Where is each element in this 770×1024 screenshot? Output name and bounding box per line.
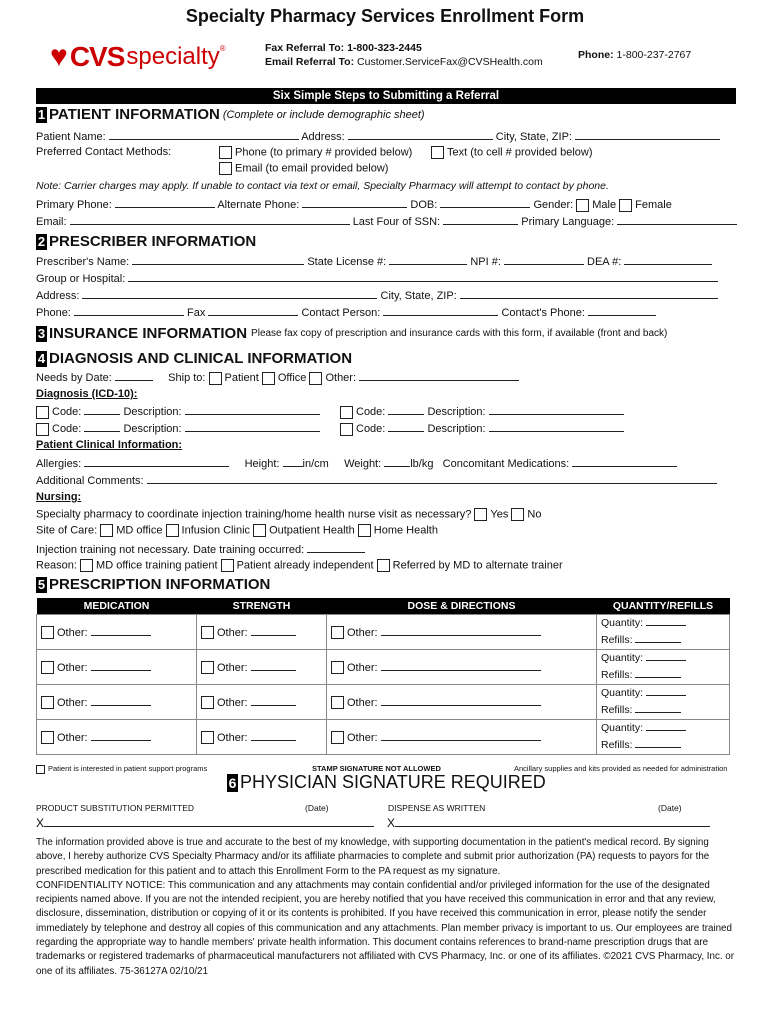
clinical-heading: Patient Clinical Information: <box>36 439 183 451</box>
fax-referral: Fax Referral To: 1-800-323-2445 <box>265 42 422 54</box>
npi-field[interactable] <box>504 254 584 265</box>
site-of-care-row: Site of Care: MD office Infusion Clinic Outpatient Health Home Health <box>36 524 438 537</box>
nurse-yes-checkbox[interactable] <box>474 508 487 521</box>
checkbox-icon[interactable] <box>36 765 45 774</box>
steps-banner: Six Simple Steps to Submitting a Referral <box>36 88 736 104</box>
signature-permitted-field[interactable] <box>44 816 374 827</box>
dob-field[interactable] <box>440 197 530 208</box>
preferred-contact-label: Preferred Contact Methods: <box>36 146 172 158</box>
nursing-heading: Nursing: <box>36 491 82 503</box>
diagnosis-row-2: Code: Description: <box>340 404 624 419</box>
date-label-1: (Date) <box>305 803 329 813</box>
nurse-no-checkbox[interactable] <box>511 508 524 521</box>
alternate-phone-field[interactable] <box>302 197 407 208</box>
phone-info: Phone: 1-800-237-2767 <box>578 49 692 61</box>
contact-phone-field[interactable] <box>588 305 656 316</box>
prescriber-address-field[interactable] <box>82 288 377 299</box>
language-field[interactable] <box>617 214 737 225</box>
section-6-heading: 6 PHYSICIAN SIGNATURE REQUIRED <box>228 772 546 792</box>
group-row: Group or Hospital: <box>36 271 718 285</box>
date-label-2: (Date) <box>658 803 682 813</box>
nurse-question-row: Specialty pharmacy to coordinate injection training/home health nurse visit as necessary? Yes No <box>36 508 542 521</box>
table-row: Other: Other: Other: Quantity: Refills: <box>37 720 730 755</box>
footer-text <box>36 836 736 979</box>
weight-field[interactable] <box>384 456 410 467</box>
carrier-note: Note: Carrier charges may apply. If unable to contact via text or email, Specialty Pharmacy will attempt to contact by phone. <box>36 180 609 192</box>
table-row: Other: Other: Other: Quantity: Refills: <box>37 615 730 650</box>
meds-field[interactable] <box>572 456 677 467</box>
dispense-as-written-label: DISPENSE AS WRITTEN <box>388 803 486 813</box>
support-programs-option[interactable]: Patient is interested in patient support programs <box>36 764 207 774</box>
substitution-permitted-label: PRODUCT SUBSTITUTION PERMITTED <box>36 803 195 813</box>
allergies-field[interactable] <box>84 456 229 467</box>
male-checkbox[interactable] <box>576 199 589 212</box>
checkbox-icon[interactable] <box>219 146 232 159</box>
ancillary-note: Ancillary supplies and kits provided as needed for administration <box>514 764 728 773</box>
group-field[interactable] <box>128 271 718 282</box>
license-field[interactable] <box>389 254 467 265</box>
heart-icon: ♥ <box>50 40 68 73</box>
prescriber-address-row: Address: City, State, ZIP: <box>36 288 718 302</box>
section-4-heading: 4 DIAGNOSIS AND CLINICAL INFORMATION <box>37 350 353 367</box>
needs-by-row: Needs by Date: Ship to: Patient Office Other: <box>36 370 519 385</box>
checkbox-icon[interactable] <box>219 162 232 175</box>
diagnosis-row-3: Code: Description: <box>36 421 320 436</box>
cvs-specialty-logo: ♥ CVS specialty ® <box>50 40 226 73</box>
patient-name-row: Patient Name: Address: City, State, ZIP: <box>36 129 720 143</box>
prescription-table: MEDICATION STRENGTH DOSE & DIRECTIONS QUANTITY/REFILLS Other: Other: Other: Quantity: Refills: Other: Other: Other: Quantity: Refills: Other: Other: Other: Quantity: Refills: Other: Other: Other: Quantity: Refills: <box>36 598 730 755</box>
allergies-row: Allergies: Height: in/cm Weight: lb/kg Concomitant Medications: <box>36 456 677 470</box>
table-row: Other: Other: Other: Quantity: Refills: <box>37 685 730 720</box>
contact-email-option[interactable]: Email (to email provided below) <box>219 162 388 175</box>
diagnosis-row-1: Code: Description: <box>36 404 320 419</box>
prescriber-row: Prescriber's Name: State License #: NPI #: DEA #: <box>36 254 712 268</box>
ship-other-field[interactable] <box>359 370 519 381</box>
section-5-heading: 5 PRESCRIPTION INFORMATION <box>37 576 271 593</box>
section-3-heading: 3 INSURANCE INFORMATION Please fax copy of prescription and insurance cards with this form, if available (front and back) <box>37 325 668 342</box>
prescriber-name-field[interactable] <box>132 254 304 265</box>
patient-email-field[interactable] <box>70 214 350 225</box>
comments-row: Additional Comments: <box>36 473 717 487</box>
contact-text-option[interactable]: Text (to cell # provided below) <box>431 146 593 159</box>
contact-phone-option[interactable]: Phone (to primary # provided below) <box>219 146 412 159</box>
female-checkbox[interactable] <box>619 199 632 212</box>
prescriber-phone-row: Phone: Fax Contact Person: Contact's Phone: <box>36 305 656 319</box>
ssn-field[interactable] <box>443 214 518 225</box>
prescriber-fax-field[interactable] <box>208 305 298 316</box>
stamp-note: STAMP SIGNATURE NOT ALLOWED <box>312 764 441 773</box>
comments-field[interactable] <box>147 473 717 484</box>
table-row: Other: Other: Other: Quantity: Refills: <box>37 650 730 685</box>
confidentiality-notice: CONFIDENTIALITY NOTICE: This communication and any attachments may contain confidential and/or privileged information for the use of the designated recipients named above. If you are not the intended recipient, you are hereby notified that you have received this communication in error and that any review, disclosure, dissemination, distribution or copying of it or its contents is prohibited. If you have received this communication in error, please notify the sender immediately by telephone and destroy all copies of this communication and any attachments. Plan member privacy is important to us. Our employees are trained regarding the appropriate way to handle members' private health information. This document contains references to brand-name prescription drugs that are trademarks or registered trademarks of pharmaceutical manufacturers not affiliated with CVS Pharmacy, Inc. or one of its affiliates. ©2021 CVS Pharmacy, Inc. or one of its affiliates. 75-36127A 02/10/21 <box>36 879 735 977</box>
email-ssn-row: Email: Last Four of SSN: Primary Language: <box>36 214 737 228</box>
signature-daw-field[interactable] <box>395 816 710 827</box>
needs-by-field[interactable] <box>115 370 153 381</box>
training-date-field[interactable] <box>307 542 365 553</box>
training-row: Injection training not necessary. Date training occurred: <box>36 542 365 556</box>
patient-name-field[interactable] <box>109 129 299 140</box>
diagnosis-heading: Diagnosis (ICD-10): <box>36 388 138 400</box>
height-field[interactable] <box>283 456 303 467</box>
ship-office-checkbox[interactable] <box>262 372 275 385</box>
primary-phone-field[interactable] <box>115 197 215 208</box>
ship-other-checkbox[interactable] <box>309 372 322 385</box>
prescriber-city-field[interactable] <box>460 288 718 299</box>
email-referral: Email Referral To: Customer.ServiceFax@CVSHealth.com <box>265 56 543 68</box>
signature-daw: X <box>387 816 710 830</box>
prescriber-phone-field[interactable] <box>74 305 184 316</box>
signature-permitted: X <box>36 816 374 830</box>
form-title: Specialty Pharmacy Services Enrollment Form <box>185 6 585 26</box>
diagnosis-row-4: Code: Description: <box>340 421 624 436</box>
section-1-heading: 1 PATIENT INFORMATION (Complete or include demographic sheet) <box>37 106 425 123</box>
patient-address-field[interactable] <box>348 129 493 140</box>
checkbox-icon[interactable] <box>431 146 444 159</box>
dea-field[interactable] <box>624 254 712 265</box>
phone-dob-row: Primary Phone: Alternate Phone: DOB: Gender: Male Female <box>36 199 672 211</box>
authorization-text: The information provided above is true and accurate to the best of my knowledge, with supporting documentation in the patient's medical record. By signing above, I hereby authorize CVS Specialty Pharmacy and/or its affiliate pharmacies to complete and submit prior authorization (PA) requests to payors for the prescribed medication for this patient and to attach this Enrollment Form to the PA request as my signature. <box>36 837 710 877</box>
patient-city-field[interactable] <box>575 129 720 140</box>
ship-patient-checkbox[interactable] <box>209 372 222 385</box>
reason-row: Reason: MD office training patient Patient already independent Referred by MD to alternate trainer <box>36 559 563 572</box>
contact-person-field[interactable] <box>383 305 498 316</box>
section-2-heading: 2 PRESCRIBER INFORMATION <box>37 233 257 250</box>
